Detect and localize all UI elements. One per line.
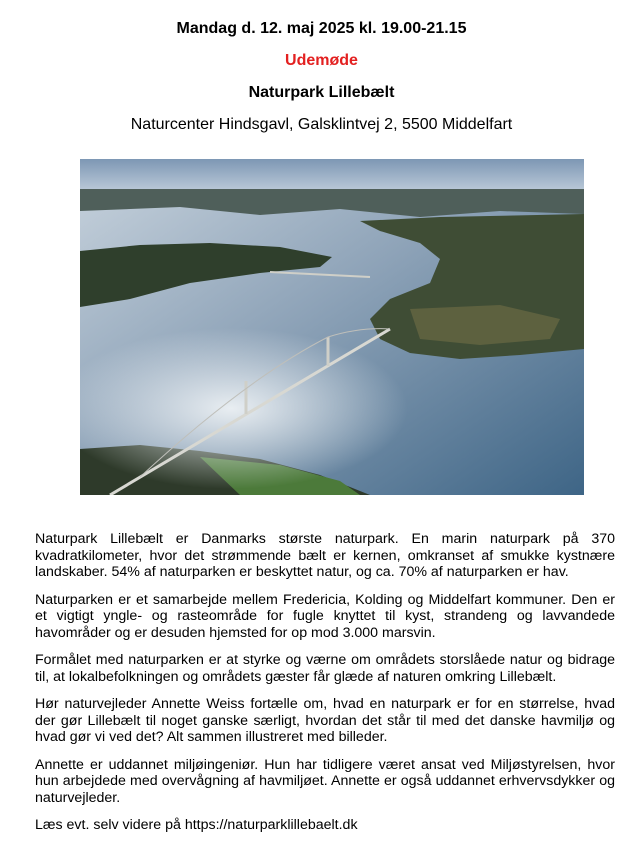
event-location: Naturcenter Hindsgavl, Galsklintvej 2, 5500 Middelfart	[130, 116, 513, 133]
event-title: Naturpark Lillebælt	[248, 84, 395, 101]
paragraph: Naturparken er et samarbejde mellem Fredericia, Kolding og Middelfart kommuner. Den er et vigtigt yngle- og rasteområde for fugle knyttet til kyst, strandeng og lavvandede havområder og er desuden hjemsted for op mod 3.000 marsvin.	[35, 591, 615, 641]
aerial-photo-lillebaelt	[80, 159, 584, 495]
paragraph: Hør naturvejleder Annette Weiss fortælle om, hvad en naturpark er for en størrelse, hvad der gør Lillebælt til noget ganske særligt, hvordan det står til med det danske havmiljø og hvad gør vi ved det? Alt sammen illustreret med billeder.	[35, 696, 615, 745]
event-date: Mandag d. 12. maj 2025 kl. 19.00-21.15	[176, 20, 467, 37]
paragraph: Formålet med naturparken er at styrke og værne om områdets storslåede natur og bidrage til, at lokalbefolkningen og områdets gæster får glæde af naturen omkring Lillebælt.	[35, 652, 615, 685]
paragraph: Naturpark Lillebælt er Danmarks største naturpark. En marin naturpark på 370 kvadratkilometer, hvor det strømmende bælt er kernen, omkranset af smukke kystnære landskaber. 54% af naturparken er beskyttet natur, og ca. 70% af naturparken er hav.	[35, 531, 615, 580]
read-more-line: Læs evt. selv videre på https://naturparklillebaelt.dk	[35, 817, 358, 833]
article-body	[35, 531, 615, 845]
paragraph: Annette er uddannet miljøingeniør. Hun har tidligere været ansat ved Miljøstyrelsen, hvor hun arbejdede med overvågning af havmiljøet. Annette er også uddannet erhvervsdykker og naturvejleder.	[35, 756, 615, 806]
event-type: Udemøde	[285, 52, 358, 69]
